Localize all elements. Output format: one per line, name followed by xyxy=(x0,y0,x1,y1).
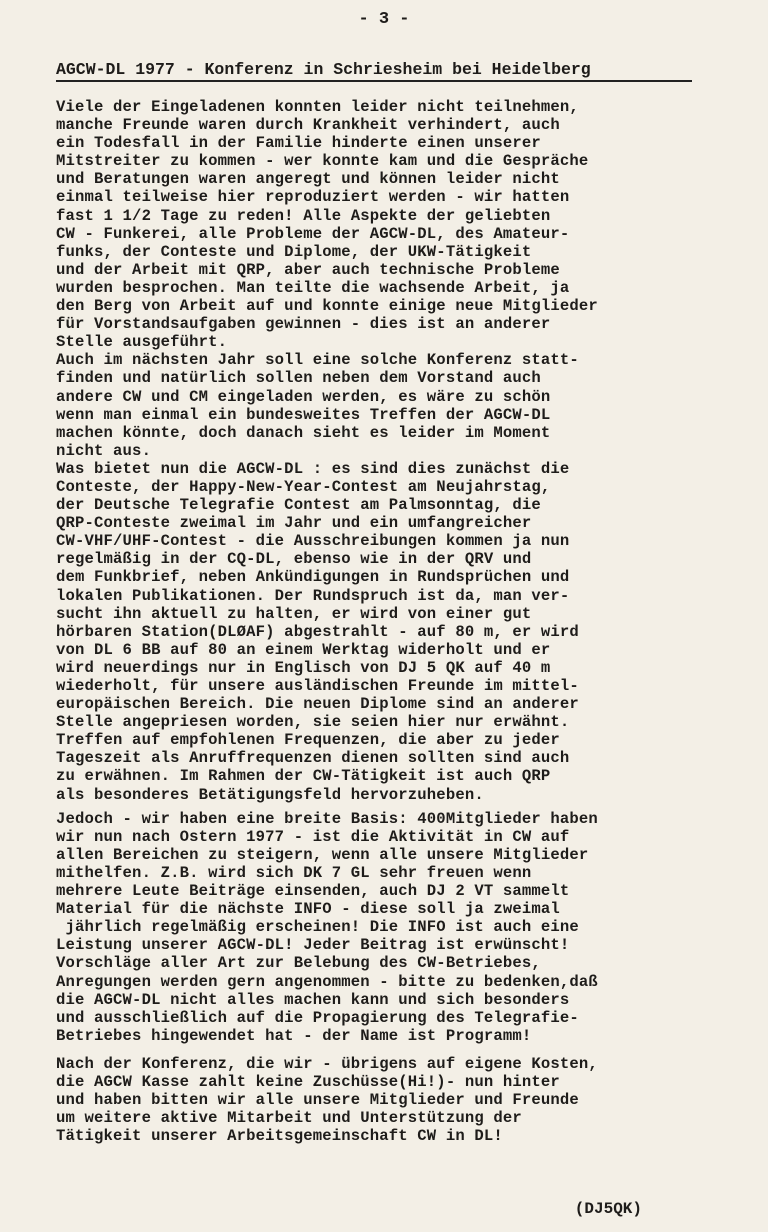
text-line: dem Funkbrief, neben Ankündigungen in Rundsprüchen und xyxy=(56,568,570,587)
text-line: Tageszeit als Anruffrequenzen dienen sollten sind auch xyxy=(56,749,570,768)
text-line: einmal teilweise hier reproduziert werden - wir hatten xyxy=(56,188,570,207)
paragraph-3 xyxy=(56,460,716,804)
text-line: wenn man einmal ein bundesweites Treffen der AGCW-DL xyxy=(56,405,551,424)
document-body xyxy=(56,98,716,1145)
text-line: als besonderes Betätigungsfeld hervorzuheben. xyxy=(56,785,484,804)
text-line: Material für die nächste INFO - diese soll ja zweimal xyxy=(56,900,560,919)
text-line: die AGCW-DL nicht alles machen kann und sich besonders xyxy=(56,990,570,1009)
text-line: CW - Funkerei, alle Probleme der AGCW-DL, des Amateur- xyxy=(56,224,570,243)
text-line: Tätigkeit unserer Arbeitsgemeinschaft CW in DL! xyxy=(56,1127,503,1146)
text-line: zu erwähnen. Im Rahmen der CW-Tätigkeit ist auch QRP xyxy=(56,767,551,786)
text-line: allen Bereichen zu steigern, wenn alle unsere Mitglieder xyxy=(56,845,589,864)
paragraph-2 xyxy=(56,351,716,460)
text-line: Was bietet nun die AGCW-DL : es sind dies zunächst die xyxy=(56,459,570,478)
text-line: von DL 6 BB auf 80 an einem Werktag widerholt und er xyxy=(56,640,551,659)
text-line: Nach der Konferenz, die wir - übrigens auf eigene Kosten, xyxy=(56,1054,598,1073)
text-line: mehrere Leute Beiträge einsenden, auch DJ 2 VT sammelt xyxy=(56,882,570,901)
text-line: Anregungen werden gern angenommen - bitte zu bedenken,daß xyxy=(56,972,598,991)
text-line: Jedoch - wir haben eine breite Basis: 400Mitglieder haben xyxy=(56,809,598,828)
text-line: um weitere aktive Mitarbeit und Unterstützung der xyxy=(56,1109,522,1128)
text-line: wir nun nach Ostern 1977 - ist die Aktivität in CW auf xyxy=(56,827,570,846)
text-line: Auch im nächsten Jahr soll eine solche Konferenz statt- xyxy=(56,351,579,370)
text-line: wiederholt, für unsere ausländischen Freunde im mittel- xyxy=(56,677,579,695)
text-line: europäischen Bereich. Die neuen Diplome sind an anderer xyxy=(56,695,579,714)
text-line: jährlich regelmäßig erscheinen! Die INFO ist auch eine xyxy=(56,918,579,937)
text-line: und Beratungen waren angeregt und können leider nicht xyxy=(56,170,560,189)
document-heading: AGCW-DL 1977 - Konferenz in Schriesheim bei Heidelberg xyxy=(56,60,591,79)
text-line: Betriebes hingewendet hat - der Name ist Programm! xyxy=(56,1026,532,1045)
text-line: funks, der Conteste und Diplome, der UKW-Tätigkeit xyxy=(56,242,532,261)
heading-underline xyxy=(56,80,692,82)
text-line: der Deutsche Telegrafie Contest am Palmsonntag, die xyxy=(56,496,541,515)
text-line: Treffen auf empfohlenen Frequenzen, die aber zu jeder xyxy=(56,731,560,750)
text-line: und haben bitten wir alle unsere Mitglieder und Freunde xyxy=(56,1091,579,1110)
text-line: den Berg von Arbeit auf und konnte einige neue Mitglieder xyxy=(56,297,598,316)
text-line: wird neuerdings nur in Englisch von DJ 5 QK auf 40 m xyxy=(56,658,551,677)
text-line: machen könnte, doch danach sieht es leider im Moment xyxy=(56,423,551,442)
text-line: und der Arbeit mit QRP, aber auch technische Probleme xyxy=(56,260,560,279)
paragraph-5 xyxy=(56,1055,716,1145)
text-line: nicht aus. xyxy=(56,441,152,460)
text-line: die AGCW Kasse zahlt keine Zuschüsse(Hi!)- nun hinter xyxy=(56,1072,560,1091)
text-line: sucht ihn aktuell zu halten, er wird von einer gut xyxy=(56,604,532,623)
text-line: QRP-Conteste zweimal im Jahr und ein umfangreicher xyxy=(56,514,532,533)
text-line: Conteste, der Happy-New-Year-Contest am Neujahrstag, xyxy=(56,477,551,496)
text-line: Vorschläge aller Art zur Belebung des CW-Betriebes, xyxy=(56,954,541,973)
text-line: und ausschließlich auf die Propagierung des Telegrafie- xyxy=(56,1008,579,1027)
page-number: - 3 - xyxy=(358,10,410,29)
signature: (DJ5QK) xyxy=(574,1200,642,1218)
text-line: Stelle ausgeführt. xyxy=(56,333,228,352)
paragraph-1 xyxy=(56,98,716,351)
text-line: lokalen Publikationen. Der Rundspruch ist da, man ver- xyxy=(56,586,570,605)
text-line: Mitstreiter zu kommen - wer konnte kam und die Gespräche xyxy=(56,152,589,171)
text-line: finden und natürlich sollen neben dem Vorstand auch xyxy=(56,369,541,388)
text-line: Stelle angepriesen worden, sie seien hier nur erwähnt. xyxy=(56,713,570,732)
text-line: für Vorstandsaufgaben gewinnen - dies ist an anderer xyxy=(56,315,551,334)
text-line: Viele der Eingeladenen konnten leider nicht teilnehmen, xyxy=(56,98,579,116)
text-line: ein Todesfall in der Familie hinderte einen unserer xyxy=(56,134,541,153)
text-line: Leistung unserer AGCW-DL! Jeder Beitrag ist erwünscht! xyxy=(56,936,570,955)
text-line: hörbaren Station(DLØAF) abgestrahlt - auf 80 m, er wird xyxy=(56,622,579,641)
text-line: wurden besprochen. Man teilte die wachsende Arbeit, ja xyxy=(56,278,570,297)
text-line: fast 1 1/2 Tage zu reden! Alle Aspekte der geliebten xyxy=(56,206,551,225)
paragraph-gap xyxy=(56,1045,716,1055)
text-line: manche Freunde waren durch Krankheit verhindert, auch xyxy=(56,116,560,135)
text-line: CW-VHF/UHF-Contest - die Ausschreibungen kommen ja nun xyxy=(56,532,570,551)
paragraph-4 xyxy=(56,810,716,1045)
text-line: andere CW und CM eingeladen werden, es wäre zu schön xyxy=(56,387,551,406)
text-line: regelmäßig in der CQ-DL, ebenso wie in der QRV und xyxy=(56,550,532,569)
text-line: mithelfen. Z.B. wird sich DK 7 GL sehr freuen wenn xyxy=(56,863,532,882)
